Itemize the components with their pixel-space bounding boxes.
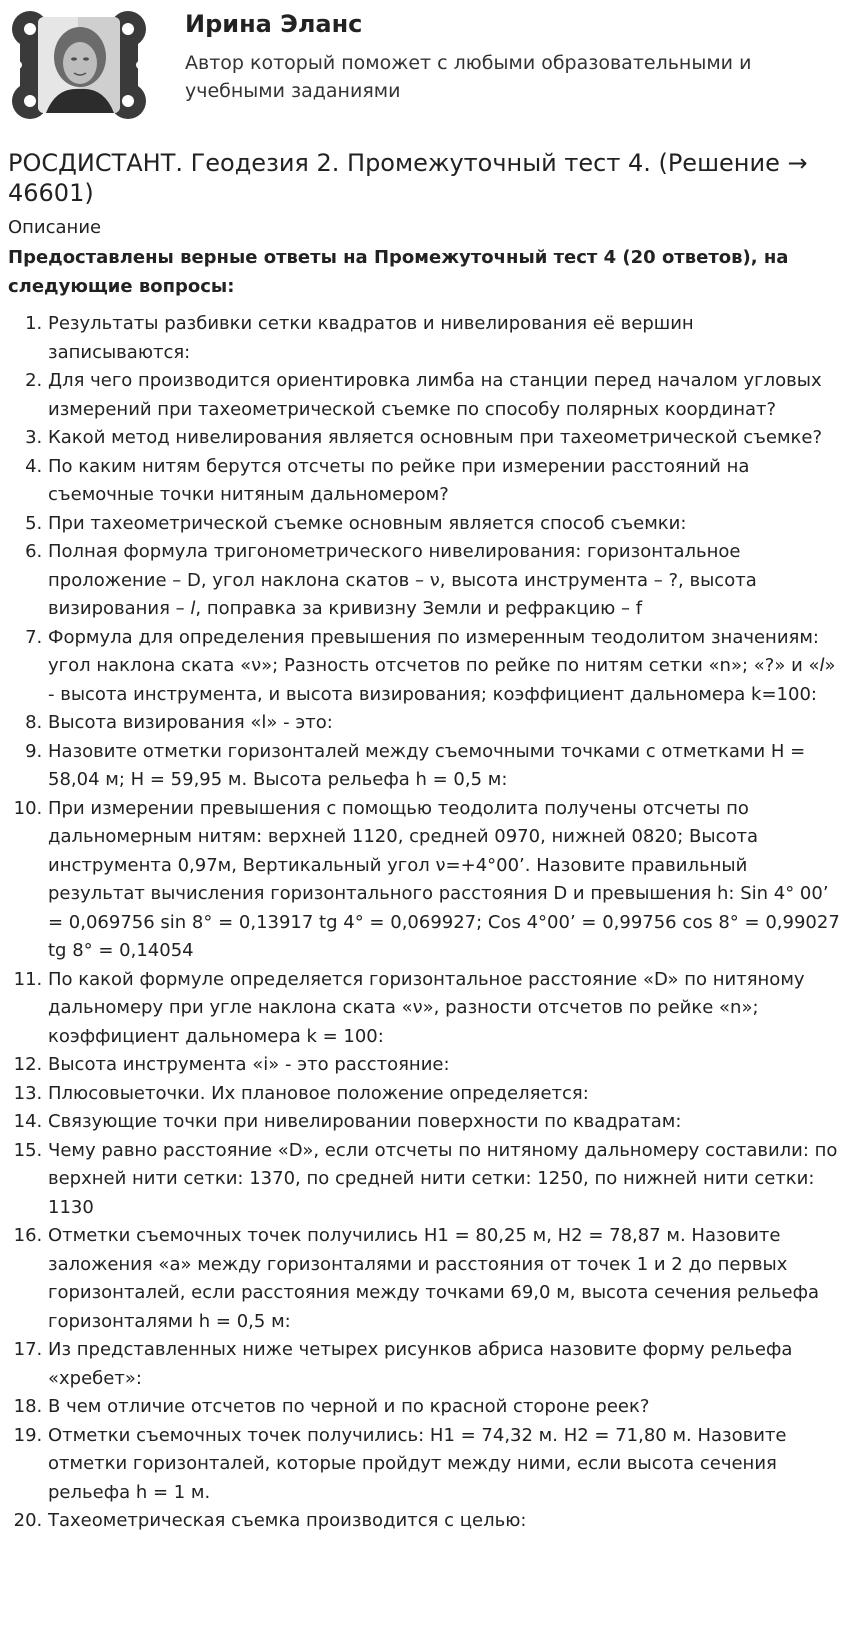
question-item: 17. Из представленных ниже четырех рисунков абриса назовите форму рельефа «хребет»: [48,1336,840,1393]
author-name[interactable]: Ирина Эланс [185,10,363,38]
question-item: 13. Плюсовыеточки. Их плановое положение определяется: [48,1080,840,1109]
question-item: 14. Связующие точки при нивелировании поверхности по квадратам: [48,1108,840,1137]
question-item: 18. В чем отличие отсчетов по черной и по красной стороне реек? [48,1393,840,1422]
question-item: 11. По какой формуле определяется горизонтальное расстояние «D» по нитяному дальномеру при угле наклона ската «ν», разности отсчетов по рейке «n»; коэффициент дальномера k = 100: [48,966,840,1052]
question-item: 9. Назовите отметки горизонталей между съемочными точками с отметками Н = 58,04 м; Н = 59,95 м. Высота рельефа h = 0,5 м: [48,738,840,795]
question-item: 6. Полная формула тригонометрического нивелирования: горизонтальное проложение – D, угол наклона скатов – ν, высота инструмента – ?, высота визирования – l, поправка за кривизну Земли и рефракцию – f [48,538,840,624]
question-item: 8. Высота визирования «l» - это: [48,709,840,738]
question-item: 5. При тахеометрической съемке основным является способ съемки: [48,510,840,539]
question-item: 19. Отметки съемочных точек получились: Н1 = 74,32 м. Н2 = 71,80 м. Назовите отметки горизонталей, которые пройдут между ними, если высота сечения рельефа h = 1 м. [48,1422,840,1508]
question-item: 1. Результаты разбивки сетки квадратов и нивелирования её вершин записываются: [48,310,840,367]
description-label: Описание [8,217,102,238]
question-item: 7. Формула для определения превышения по измеренным теодолитом значениям: угол наклона ската «ν»; Разность отсчетов по рейке по нитям сетки «n»; «?» и «l» - высота инструмента, и высота визирования; коэффициент дальномера k=100: [48,624,840,710]
question-item: 12. Высота инструмента «i» - это расстояние: [48,1051,840,1080]
question-item: 20. Тахеометрическая съемка производится с целью: [48,1507,840,1536]
questions-list [0,310,840,1536]
question-item: 10. При измерении превышения с помощью теодолита получены отсчеты по дальномерным нитям: верхней 1120, средней 0970, нижней 0820; Высота инструмента 0,97м, Вертикальный угол ν=+4°00’. Назовите правильный результат вычисления горизонтального расстояния D и превышения h: Sin 4° 00’ = 0,069756 sin 8° = 0,13917 tg 4° = 0,069927; Cos 4°00’ = 0,99756 cos 8° = 0,99027 tg 8° = 0,14054 [48,795,840,966]
question-item: 15. Чему равно расстояние «D», если отсчеты по нитяному дальномеру составили: по верхней нити сетки: 1370, по средней нити сетки: 1250, по нижней нити сетки: 1130 [48,1137,840,1223]
question-item: 16. Отметки съемочных точек получились Н1 = 80,25 м, Н2 = 78,87 м. Назовите заложения «а» между горизонталями и расстояния от точек 1 и 2 до первых горизонталей, если расстояния между точками 69,0 м, высота сечения рельефа горизонталями h = 0,5 м: [48,1222,840,1336]
page-title: РОСДИСТАНТ. Геодезия 2. Промежуточный тест 4. (Решение → 46601) [8,149,808,207]
author-card [0,0,847,130]
author-description: Автор который поможет с любыми образовательными и учебными заданиями [185,52,752,102]
author-avatar[interactable] [8,7,150,123]
question-item: 2. Для чего производится ориентировка лимба на станции перед началом угловых измерений при тахеометрической съемке по способу полярных координат? [48,367,840,424]
description-intro: Предоставлены верные ответы на Промежуточный тест 4 (20 ответов), на следующие вопросы: [8,247,789,297]
question-item: 3. Какой метод нивелирования является основным при тахеометрической съемке? [48,424,840,453]
question-item: 4. По каким нитям берутся отсчеты по рейке при измерении расстояний на съемочные точки нитяным дальномером? [48,453,840,510]
